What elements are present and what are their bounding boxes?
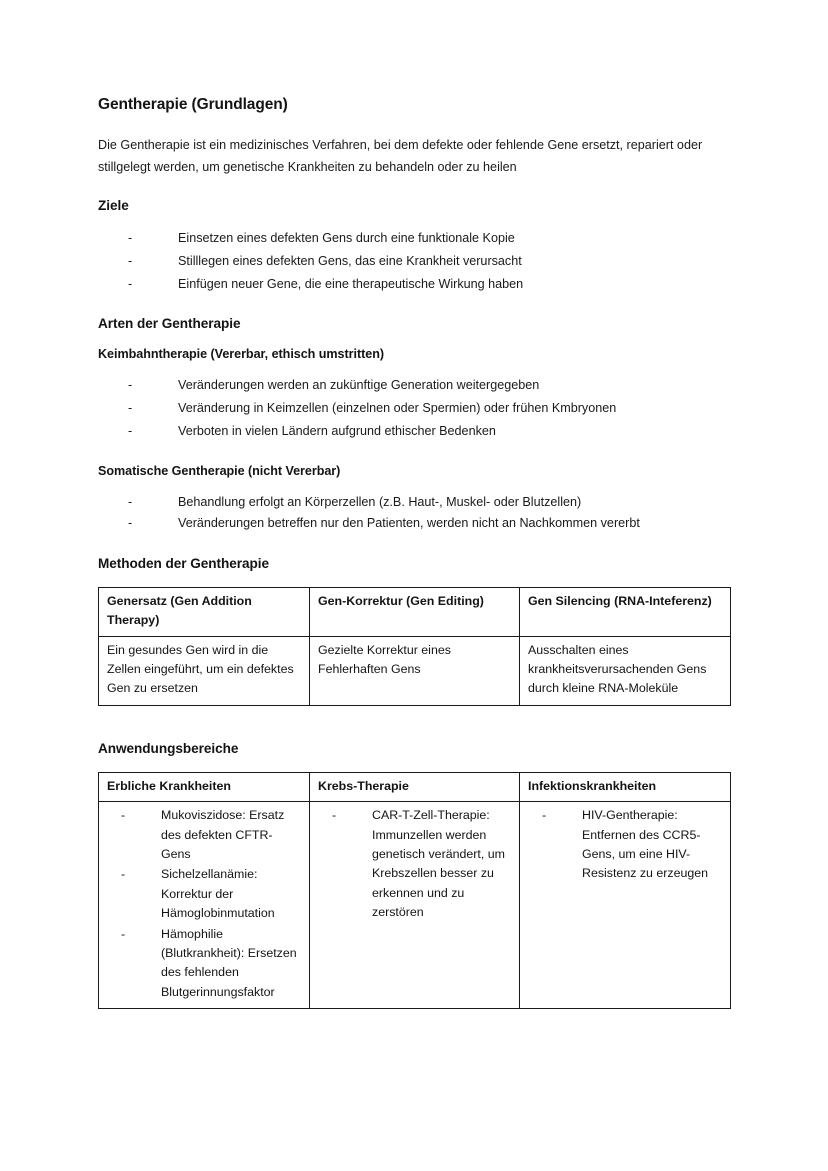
table-header-cell: Genersatz (Gen Addition Therapy) xyxy=(99,587,310,636)
dash-bullet-icon: - xyxy=(128,516,133,531)
intro-paragraph: Die Gentherapie ist ein medizinisches Verfahren, bei dem defekte oder fehlende Gene ersetzt, repariert oder stillgelegt werden, um genetische Krankheiten zu behandeln oder zu heilen xyxy=(98,137,703,174)
table-cell: Ausschalten eines krankheitsverursachenden Gens durch kleine RNA-Moleküle xyxy=(520,636,731,705)
table-cell: Gezielte Korrektur eines Fehlerhaften Gens xyxy=(310,636,520,705)
table-row xyxy=(99,802,731,1009)
list-item-label: Verboten in vielen Ländern aufgrund ethischer Bedenken xyxy=(178,424,496,439)
heading-methoden: Methoden der Gentherapie xyxy=(98,555,270,571)
dash-bullet-icon: - xyxy=(332,808,337,823)
list-item xyxy=(121,925,301,1003)
list-item-label: Stilllegen eines defekten Gens, das eine Krankheit verursacht xyxy=(178,253,522,268)
list-item-label: Einfügen neuer Gene, die eine therapeutische Wirkung haben xyxy=(178,276,524,291)
list-item xyxy=(128,493,730,513)
table-row xyxy=(99,636,731,705)
dash-bullet-icon: - xyxy=(128,494,133,509)
list-item-label: Einsetzen eines defekten Gens durch eine funktionale Kopie xyxy=(178,230,515,245)
anwendungsbereiche-table xyxy=(98,772,731,1009)
list-item xyxy=(128,422,730,442)
methoden-table xyxy=(98,587,731,706)
heading-keimbahntherapie: Keimbahntherapie (Vererbar, ethisch umstritten) xyxy=(98,347,384,362)
table-cell xyxy=(310,802,520,1009)
list-item-label: Veränderung in Keimzellen (einzelnen oder Spermien) oder frühen Kmbryonen xyxy=(178,401,617,416)
somatisch-list xyxy=(98,493,730,534)
dash-bullet-icon: - xyxy=(121,867,126,882)
table-header-cell: Gen-Korrektur (Gen Editing) xyxy=(310,587,520,636)
dash-bullet-icon: - xyxy=(542,808,547,823)
dash-bullet-icon: - xyxy=(128,401,133,416)
table-header-cell: Erbliche Krankheiten xyxy=(99,772,310,801)
table-cell xyxy=(520,802,731,1009)
krebs-therapie-list xyxy=(318,806,511,922)
list-item-label: Veränderungen betreffen nur den Patienten, werden nicht an Nachkommen vererbt xyxy=(178,516,640,531)
erbliche-krankheiten-list xyxy=(107,806,301,1002)
table-header-row xyxy=(99,587,731,636)
dash-bullet-icon: - xyxy=(128,276,133,291)
dash-bullet-icon: - xyxy=(128,230,133,245)
heading-ziele: Ziele xyxy=(98,197,129,213)
list-item xyxy=(128,399,730,419)
list-item-label: Hämophilie (Blutkrankheit): Ersetzen des fehlenden Blutgerinnungsfaktor xyxy=(161,926,297,999)
list-item xyxy=(542,806,722,884)
list-item-label: Veränderungen werden an zukünftige Generation weitergegeben xyxy=(178,378,540,393)
list-item xyxy=(332,806,511,922)
list-item-label: HIV-Gentherapie: Entfernen des CCR5-Gens, um eine HIV-Resistenz zu erzeugen xyxy=(582,808,709,881)
ziele-list xyxy=(98,229,730,295)
table-header-row xyxy=(99,772,731,801)
table-header-cell: Gen Silencing (RNA-Inteferenz) xyxy=(520,587,731,636)
dash-bullet-icon: - xyxy=(121,808,126,823)
table-header-cell: Krebs-Therapie xyxy=(310,772,520,801)
table-cell: Ein gesundes Gen wird in die Zellen eingeführt, um ein defektes Gen zu ersetzen xyxy=(99,636,310,705)
table-header-cell: Infektionskrankheiten xyxy=(520,772,731,801)
list-item xyxy=(128,229,730,249)
dash-bullet-icon: - xyxy=(128,424,133,439)
table-cell xyxy=(99,802,310,1009)
list-item xyxy=(128,252,730,272)
list-item xyxy=(128,514,730,534)
heading-somatische-gentherapie: Somatische Gentherapie (nicht Vererbar) xyxy=(98,463,341,478)
heading-anwendungsbereiche: Anwendungsbereiche xyxy=(98,740,239,756)
list-item-label: Sichelzellanämie: Korrektur der Hämoglobinmutation xyxy=(161,867,275,921)
heading-arten: Arten der Gentherapie xyxy=(98,316,241,332)
list-item-label: CAR-T-Zell-Therapie: Immunzellen werden genetisch verändert, um Krebszellen besser zu erkennen und zu zerstören xyxy=(372,808,505,920)
list-item xyxy=(128,275,730,295)
document-content xyxy=(98,96,730,1009)
keimbahn-list xyxy=(98,376,730,442)
list-item xyxy=(121,806,301,864)
page-title: Gentherapie (Grundlagen) xyxy=(98,96,288,113)
infektionskrankheiten-list xyxy=(528,806,722,884)
dash-bullet-icon: - xyxy=(128,378,133,393)
list-item-label: Behandlung erfolgt an Körperzellen (z.B. Haut-, Muskel- oder Blutzellen) xyxy=(178,494,582,509)
list-item-label: Mukoviszidose: Ersatz des defekten CFTR-Gens xyxy=(161,808,285,861)
list-item xyxy=(121,865,301,923)
dash-bullet-icon: - xyxy=(121,926,126,941)
dash-bullet-icon: - xyxy=(128,253,133,268)
list-item xyxy=(128,376,730,396)
